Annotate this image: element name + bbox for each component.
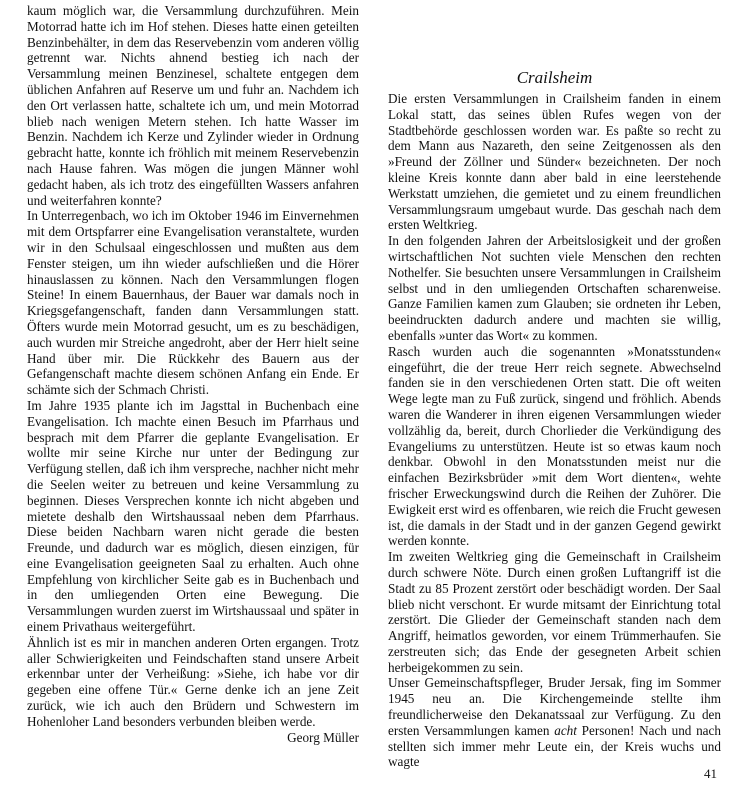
paragraph: Im Jahre 1935 plante ich im Jagsttal in Buchenbach eine Evangelisation. Ich machte einen Besuch im Pfarrhaus und besprach mit dem Pfarrer die geplante Evangelisation. Er wollte mir seine Kirche nur unter der Bedingung zur Verfügung stellen, daß ich ihm verspreche, nachher nicht mehr die Seelen weiter zu betreuen und keine Versammlung zu beginnen. Dieses Versprechen konnte ich nicht abgeben und mietete deshalb den Wirtshaussaal neben dem Pfarrhaus. Diese beiden Nachbarn waren nicht gerade die besten Freunde, und dadurch war es möglich, diesen einzigen, für eine Evangelisation geeigneten Saal zu erhalten. Auch ohne Empfehlung von kirchlicher Seite gab es in Buchenbach und in den umliegenden Orten eine Bewegung. Die Versammlungen wurden zuerst im Wirtshaussaal und später in einem Privathaus weitergeführt. xyxy=(27,397,359,635)
text-run: Personen! Nach und nach stellten sich immer mehr Leute ein, der Kreis wuchs und wagte xyxy=(388,722,721,770)
page-number: 41 xyxy=(704,766,717,781)
paragraph: Im zweiten Weltkrieg ging die Gemeinschaft in Crailsheim durch schwere Nöte. Durch einen großen Luftangriff ist die Stadt zu 85 Prozent zerstört oder beschädigt worden. Der Saal blieb nicht verschont. Er wurde mitsamt der Einrichtung total zerstört. Die Glieder der Gemeinschaft standen nach dem Angriff, heimatlos geworden, vor einem Trümmerhaufen. Sie zerstreuten sich; das Ende der gesegneten Arbeit schien herbeigekommen zu sein. xyxy=(388,549,721,675)
right-column xyxy=(388,91,721,770)
emphasized-word: acht xyxy=(554,722,577,738)
paragraph: Die ersten Versammlungen in Crailsheim fanden in einem Lokal statt, das seines üblen Rufes wegen von der Stadtbehörde geschlossen worden war. Es paßte so recht zu dem Mann aus Nazareth, den seine Zeitgenossen als den »Freund der Zöllner und Sünder« bezeichneten. Der noch kleine Kreis konnte dann aber bald in eine leerstehende Werkstatt umziehen, die gemietet und zu einem freundlichen Versammlungsraum umgebaut wurde. Das geschah nach dem ersten Weltkrieg. xyxy=(388,91,721,233)
section-heading: Crailsheim xyxy=(516,68,593,87)
author-signature: Georg Müller xyxy=(287,729,359,745)
paragraph: In Unterregenbach, wo ich im Oktober 1946 im Einvernehmen mit dem Ortspfarrer eine Evangelisation veranstaltete, wurden wir in den Schulsaal eingeschlossen und mußten aus dem Fenster steigen, um ihn wieder aufschließen und die Hörer hinauslassen zu können. Nach den Versammlungen flogen Steine! In einem Bauernhaus, der Bauer war damals noch in Kriegsgefangenschaft, fanden dann Versammlungen statt. Öfters wurde mein Motorrad gesucht, um es zu beschädigen, auch wurden mir Streiche angedroht, aber der Herr hielt seine Hand über mir. Die Rückkehr des Bauern aus der Gefangenschaft machte diesem schönen Anfang ein Ende. Er schämte sich der Schmach Christi. xyxy=(27,208,359,398)
paragraph: In den folgenden Jahren der Arbeitslosigkeit und der großen wirtschaftlichen Not suchten viele Menschen den rechten Nothelfer. Sie besuchten unsere Versammlungen in Crailsheim selbst und in den umliegenden Ortschaften scharenweise. Ganze Familien kamen zum Glauben; sie ordneten ihr Leben, beeindruckten dadurch andere und machten sie willig, ebenfalls »unter das Wort« zu kommen. xyxy=(388,233,721,343)
text-run: Unser Gemeinschaftspfleger, Bruder Jersak, fing im Sommer 1945 neu an. Die Kirchengemeinde stellte ihm freundlicherweise den Dekanatssaal zur Verfügung. Zu den ersten Versammlungen kamen xyxy=(388,675,721,738)
paragraph: kaum möglich war, die Versammlung durchzuführen. Mein Motorrad hatte ich im Hof stehen. Dieses hatte einen geteilten Benzinbehälter, in dem das Reservebenzin vom anderen völlig getrennt war. Nichts ahnend bestieg ich nach der Versammlung meinen Benzinesel, schaltete entgegen dem üblichen Anfahren auf Reserve um und fuhr an. Nachdem ich den Ort verlassen hatte, schaltete ich um, und mein Motorrad blieb nach wenigen Metern stehen. Ich hatte Wasser im Benzin. Nachdem ich Kerze und Zylinder wieder in Ordnung gebracht hatte, konnte ich fröhlich mit meinem Reservebenzin nach Hause fahren. Was mögen die jungen Männer wohl gedacht haben, als ich trotz des eingefüllten Wassers anfahren und weiterfahren konnte? xyxy=(27,3,359,208)
left-column xyxy=(27,3,359,745)
paragraph: Rasch wurden auch die sogenannten »Monatsstunden« eingeführt, die der treue Herr reich segnete. Abwechselnd fanden sie in den verschiedenen Orten statt. Die oft weiten Wege legte man zu Fuß zurück, singend und fröhlich. Abends waren die Wanderer in ihren eigenen Versammlungen wieder vollzählig da, bereit, durch Chorlieder die Verkündigung des Evangeliums zu unterstützen. Heute ist so etwas kaum noch denkbar. Obwohl in den Monatsstunden meist nur die einfachen Bezirksbrüder »mit dem Wort dienten«, wehte frischer Erweckungswind durch die Reihen der Zuhörer. Die Ewigkeit erst wird es offenbaren, wie reich die Frucht gewesen ist, die damals in der Stadt und in der ganzen Gegend gewirkt werden konnte. xyxy=(388,343,721,549)
paragraph xyxy=(388,675,721,770)
paragraph: Ähnlich ist es mir in manchen anderen Orten ergangen. Trotz aller Schwierigkeiten und Feindschaften stand unsere Arbeit erkennbar unter der Verheißung: »Siehe, ich habe vor dir gegeben eine offene Tür.« Gerne denke ich an jene Zeit zurück, wie ich auch den Brüdern und Schwestern im Hohenloher Land besonders verbunden bleiben werde. xyxy=(27,634,359,729)
